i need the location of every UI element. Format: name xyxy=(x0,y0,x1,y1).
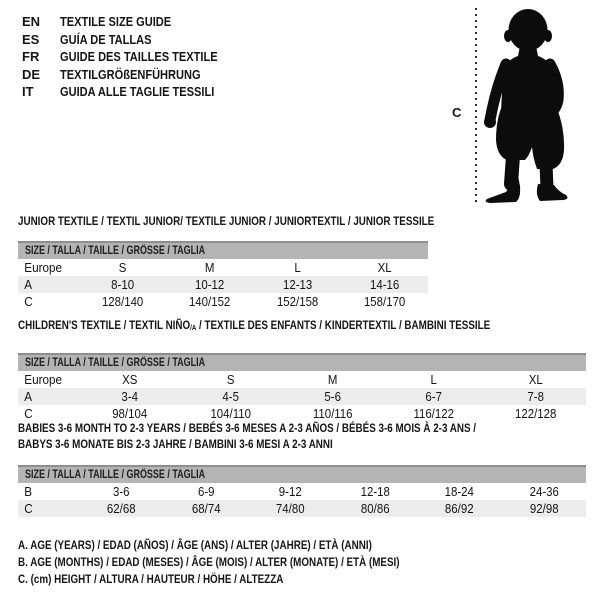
language-code: EN xyxy=(22,14,41,30)
size-cell: M xyxy=(327,372,338,388)
table-row-height xyxy=(18,500,586,517)
age-cell: 3-6 xyxy=(112,484,130,499)
age-cell: 9-12 xyxy=(278,484,302,499)
table-children xyxy=(18,318,586,422)
age-cell: 8-10 xyxy=(111,277,135,292)
size-cell: L xyxy=(293,260,301,275)
table-row-height xyxy=(18,293,428,310)
row-label: A xyxy=(24,389,33,405)
legend-text: C. (cm) HEIGHT / ALTURA / HAUTEUR / HÖHE / ALTEZZA xyxy=(18,572,284,586)
table-row-europe xyxy=(18,371,586,388)
row-label: C xyxy=(24,406,33,422)
height-cell: 116/122 xyxy=(413,406,455,422)
row-label: B xyxy=(24,484,33,499)
toddler-silhouette-icon xyxy=(482,8,572,204)
language-code: DE xyxy=(22,66,41,82)
legend-line-age-months xyxy=(18,554,483,571)
height-cell: 110/116 xyxy=(312,406,353,422)
age-cell: 6-9 xyxy=(197,484,215,499)
size-cell: M xyxy=(205,260,215,275)
age-cell: 18-24 xyxy=(444,484,474,499)
height-cell: 80/86 xyxy=(360,501,390,516)
size-header-bar xyxy=(18,465,586,483)
table-row-height xyxy=(18,405,586,422)
row-label: C xyxy=(24,294,33,309)
measure-legend xyxy=(18,537,483,588)
language-title: GUIDE DES TAILLES TEXTILE xyxy=(60,49,218,65)
language-title: TEXTILE SIZE GUIDE xyxy=(60,14,172,30)
table-babies-title-line1 xyxy=(18,421,586,437)
height-cell: 104/110 xyxy=(210,406,252,422)
height-cell: 158/170 xyxy=(363,294,406,309)
title-part-before: CHILDREN'S TEXTILE / TEXTIL NIÑO xyxy=(18,318,191,332)
height-cell: 92/98 xyxy=(529,501,559,516)
language-code: FR xyxy=(22,49,40,65)
age-cell: 24-36 xyxy=(529,484,559,499)
language-row-es xyxy=(22,31,245,49)
language-row-fr xyxy=(22,48,245,66)
age-cell: 3-4 xyxy=(121,389,138,405)
language-row-it xyxy=(22,83,245,101)
title-part-subscript: /A xyxy=(190,323,197,333)
table-babies-title-line2 xyxy=(18,437,586,453)
legend-text: A. AGE (YEARS) / EDAD (AÑOS) / ÂGE (ANS) / ALTER (JAHRE) / ETÀ (ANNI) xyxy=(18,538,372,552)
row-label: A xyxy=(24,277,33,292)
title-part-after: / TEXTILE DES ENFANTS / KINDERTEXTIL / BAMBINI TESSILE xyxy=(196,318,491,332)
language-code: ES xyxy=(22,31,40,47)
title-line2-text: BABYS 3-6 MONATE BIS 2-3 JAHRE / BAMBINI 3-6 MESI A 2-3 ANNI xyxy=(18,436,333,451)
row-label: Europe xyxy=(24,372,63,388)
language-title: GUÍA DE TALLAS xyxy=(60,31,152,47)
table-row-age-months xyxy=(18,483,586,500)
size-cell: XL xyxy=(377,260,392,275)
row-label: C xyxy=(24,501,33,516)
height-cell: 140/152 xyxy=(189,294,231,309)
height-measure-dotted-line xyxy=(475,8,477,206)
height-cell: 128/140 xyxy=(101,294,144,309)
height-cell: 122/128 xyxy=(514,406,557,422)
size-header-bar xyxy=(18,241,428,259)
age-cell: 5-6 xyxy=(324,389,341,405)
height-measure-label: C xyxy=(452,105,462,120)
size-header-text: SIZE / TALLA / TAILLE / GRÖSSE / TAGLIA xyxy=(25,357,206,370)
table-children-title-text xyxy=(18,318,490,335)
age-cell: 12-13 xyxy=(282,277,312,292)
height-cell: 62/68 xyxy=(106,501,136,516)
height-cell: 152/158 xyxy=(276,294,318,309)
size-header-text: SIZE / TALLA / TAILLE / GRÖSSE / TAGLIA xyxy=(25,469,206,481)
size-cell: XL xyxy=(528,372,543,388)
language-title: GUIDA ALLE TAGLIE TESSILI xyxy=(60,84,215,100)
size-header-text: SIZE / TALLA / TAILLE / GRÖSSE / TAGLIA xyxy=(25,245,206,257)
size-cell: S xyxy=(227,372,235,388)
age-cell: 14-16 xyxy=(369,277,400,292)
age-cell: 7-8 xyxy=(527,389,544,405)
age-cell: 10-12 xyxy=(195,277,225,292)
legend-line-age-years xyxy=(18,537,483,554)
table-babies xyxy=(18,421,586,517)
legend-text: B. AGE (MONTHS) / EDAD (MESES) / ÂGE (MOIS) / ALTER (MONATE) / ETÀ (MESI) xyxy=(18,555,400,569)
age-cell: 12-18 xyxy=(360,484,390,499)
table-junior xyxy=(18,214,435,310)
size-cell: L xyxy=(430,372,438,388)
table-children-title xyxy=(18,318,586,335)
language-title: TEXTILGRÖßENFÜHRUNG xyxy=(60,66,201,82)
table-row-age xyxy=(18,276,428,293)
table-row-europe xyxy=(18,259,428,276)
table-babies-title xyxy=(18,421,586,452)
size-cell: S xyxy=(118,260,127,275)
language-list xyxy=(22,13,245,101)
age-cell: 4-5 xyxy=(222,389,240,405)
language-row-de xyxy=(22,66,245,84)
table-junior-title xyxy=(18,214,435,228)
height-cell: 74/80 xyxy=(275,501,305,516)
legend-line-height xyxy=(18,571,483,588)
height-cell: 68/74 xyxy=(191,501,221,516)
table-junior-title-text: JUNIOR TEXTILE / TEXTIL JUNIOR/ TEXTILE JUNIOR / JUNIORTEXTIL / JUNIOR TESSILE xyxy=(18,214,435,228)
age-cell: 6-7 xyxy=(425,389,443,405)
height-cell: 86/92 xyxy=(444,501,474,516)
language-row-en xyxy=(22,13,245,31)
language-code: IT xyxy=(22,84,34,100)
height-cell: 98/104 xyxy=(112,406,148,422)
size-cell: XS xyxy=(122,372,138,388)
table-row-age xyxy=(18,388,586,405)
title-line1-text: BABIES 3-6 MONTH TO 2-3 YEARS / BEBÉS 3-6 MESES A 2-3 AÑOS / BÉBÉS 3-6 MOIS À 2-3 ANS / xyxy=(18,421,477,435)
row-label: Europe xyxy=(24,260,63,275)
size-header-bar xyxy=(18,353,586,371)
